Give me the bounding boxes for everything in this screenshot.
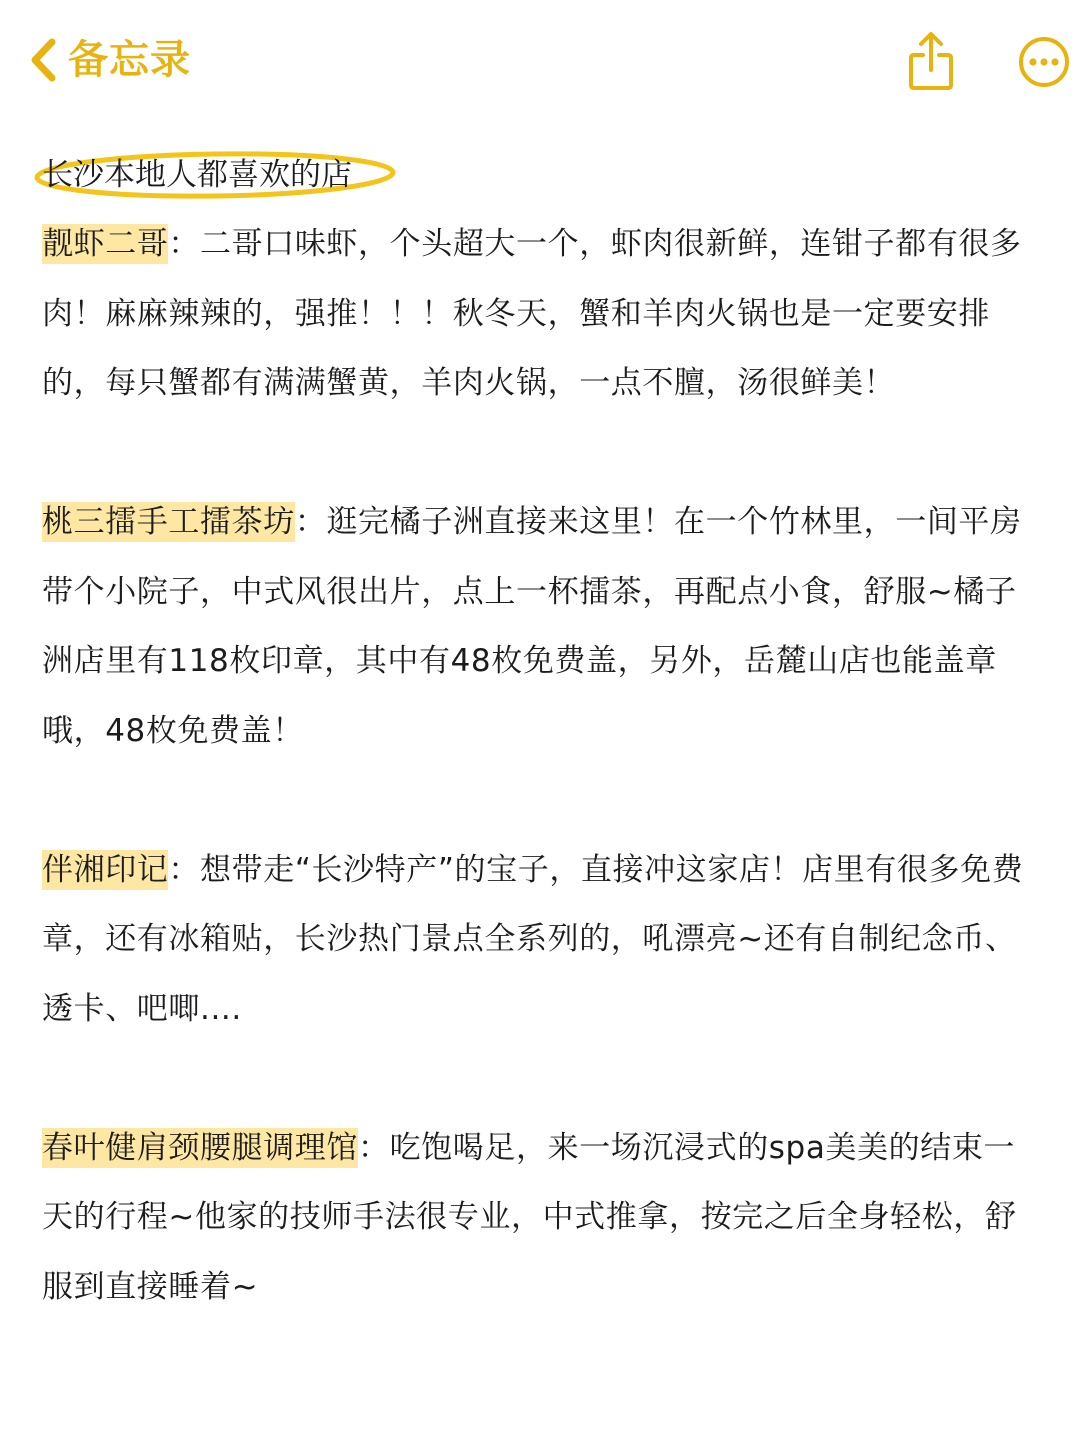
- navigation-bar: [0, 0, 1080, 122]
- note-title: 长沙本地人都喜欢的店: [42, 157, 352, 193]
- section-text: 吃饱喝足，来一场沉浸式的spa美美的结束一天的行程~他家的技师手法很专业，中式推拿，按完之后全身轻松，舒服到直接睡着~: [42, 1129, 1017, 1305]
- separator: ：: [168, 226, 201, 262]
- more-options-button[interactable]: [1018, 36, 1070, 88]
- shop-name: 桃三擂手工擂茶坊: [42, 504, 295, 540]
- share-button[interactable]: [904, 30, 958, 92]
- section-text: 二哥口味虾，个头超大一个，虾肉很新鲜，连钳子都有很多肉！麻麻辣辣的，强推！！！秋冬天，蟹和羊肉火锅也是一定要安排的，每只蟹都有满满蟹黄，羊肉火锅，一点不膻，汤很鲜美！: [42, 226, 1022, 401]
- note-section-2: [42, 488, 1042, 766]
- back-label: 备忘录: [68, 37, 191, 83]
- note-title-container: [42, 140, 352, 210]
- separator: ：: [358, 1129, 390, 1166]
- note-content[interactable]: [42, 140, 1042, 1322]
- note-section-4: [42, 1114, 1042, 1323]
- note-section-1: [42, 210, 1042, 419]
- ellipsis-circle-icon: [1018, 73, 1070, 92]
- shop-name: 伴湘印记: [42, 851, 169, 888]
- separator: ：: [294, 504, 327, 540]
- section-text: 逛完橘子洲直接来这里！在一个竹林里，一间平房带个小院子，中式风很出片，点上一杯擂茶，再配点小食，舒服~橘子洲店里有118枚印章，其中有48枚免费盖，另外，岳麓山店也能盖章哦，48枚免费盖！: [42, 504, 1022, 749]
- shop-name: 春叶健肩颈腰腿调理馆: [42, 1129, 358, 1166]
- chevron-left-icon: [30, 38, 56, 82]
- back-button[interactable]: [30, 30, 191, 90]
- section-text: 想带走“长沙特产”的宝子，直接冲这家店！店里有很多免费章，还有冰箱贴，长沙热门景点全系列的，吼漂亮~还有自制纪念币、透卡、吧唧....: [42, 851, 1024, 1027]
- separator: ：: [168, 851, 201, 888]
- note-section-3: [42, 836, 1042, 1045]
- share-icon: [904, 77, 958, 96]
- shop-name: 靓虾二哥: [42, 226, 169, 262]
